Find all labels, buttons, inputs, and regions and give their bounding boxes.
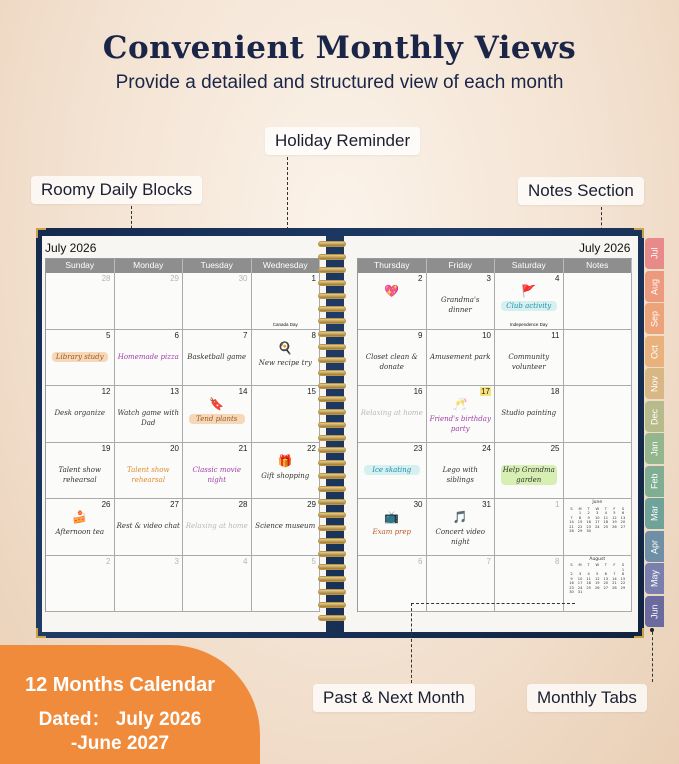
mini-date: 12 — [612, 515, 617, 520]
day-number: 29 — [170, 274, 179, 283]
leader-tabs — [652, 632, 653, 682]
spiral-ring — [318, 564, 346, 570]
day-number: 11 — [551, 330, 560, 340]
month-tab-oct[interactable]: Oct — [645, 336, 664, 367]
spiral-ring — [318, 254, 346, 260]
leader-dot-tabs — [650, 628, 654, 632]
right-day-header: Notes — [564, 259, 633, 273]
mini-date: 26 — [594, 585, 600, 590]
event-note: Club activity — [501, 301, 557, 311]
mini-date: 22 — [577, 524, 583, 529]
day-cell[interactable] — [46, 556, 115, 613]
mini-date: 27 — [620, 524, 626, 529]
day-number: 7 — [486, 556, 491, 566]
day-cell[interactable] — [252, 330, 321, 387]
mini-date: 8 — [578, 515, 582, 520]
mini-date: 13 — [620, 515, 626, 520]
mini-date — [593, 590, 601, 595]
day-number: 28 — [101, 274, 111, 283]
spiral-ring — [318, 357, 346, 363]
event-note: New recipe try — [258, 358, 312, 367]
day-cell[interactable] — [115, 273, 184, 330]
spiral-ring — [318, 370, 346, 376]
mini-date: 1 — [578, 511, 582, 515]
mini-weekday: T — [587, 563, 590, 567]
spiral-ring — [318, 280, 346, 286]
day-cell[interactable] — [183, 273, 252, 330]
day-cell[interactable] — [46, 273, 115, 330]
day-cell[interactable] — [427, 499, 496, 556]
mini-date: 25 — [586, 585, 591, 590]
day-number: 31 — [482, 500, 491, 509]
right-month-title: July 2026 — [579, 241, 631, 255]
mini-weekday: T — [604, 563, 607, 567]
day-cell[interactable] — [564, 499, 633, 556]
mini-date — [585, 590, 593, 595]
event-note: Amusement park — [429, 352, 491, 361]
mini-date: 11 — [586, 576, 591, 581]
right-day-header: Friday — [427, 259, 496, 273]
day-cell[interactable] — [183, 556, 252, 613]
mini-date: 3 — [596, 511, 599, 515]
sticker-icon: 🎵 — [452, 510, 468, 524]
sticker-icon: 🥂 — [452, 397, 468, 411]
mini-date: 30 — [586, 529, 591, 533]
day-cell[interactable] — [252, 386, 321, 443]
day-number: 1 — [555, 500, 560, 509]
mini-weekday: S — [621, 506, 625, 511]
event-note: Ice skating — [364, 465, 420, 475]
subhead: Provide a detailed and structured view of each month — [115, 72, 564, 93]
day-cell[interactable] — [252, 556, 321, 613]
mini-date: 24 — [594, 524, 600, 529]
day-cell[interactable] — [358, 330, 427, 387]
mini-date: 28 — [569, 529, 574, 533]
mini-date: 17 — [577, 581, 583, 585]
day-number: 28 — [238, 500, 248, 509]
mini-date: 24 — [577, 585, 583, 590]
spiral-ring — [318, 576, 346, 582]
mini-date: 9 — [570, 576, 573, 581]
mini-date: 21 — [612, 581, 617, 585]
event-note: Grandma's dinner — [441, 296, 480, 314]
mini-date: 14 — [612, 576, 617, 581]
event-note: Concert video night — [435, 528, 486, 546]
day-cell[interactable] — [427, 386, 496, 443]
mini-date: 31 — [577, 590, 583, 594]
mini-weekday: S — [570, 563, 573, 567]
day-cell[interactable] — [115, 386, 184, 443]
mini-date: 10 — [577, 576, 583, 581]
event-note: Lego with siblings — [442, 465, 478, 484]
month-tab-dec[interactable]: Dec — [645, 401, 664, 432]
event-note: Talent show rehearsal — [126, 465, 170, 484]
leader-past-next — [411, 603, 412, 683]
day-number: 10 — [482, 330, 491, 340]
badge-line-1: 12 Months Calendar — [24, 674, 216, 696]
right-day-header: Thursday — [358, 259, 427, 273]
day-cell[interactable] — [358, 443, 427, 500]
spiral-ring — [318, 602, 346, 608]
mini-date: 19 — [612, 520, 617, 524]
callout-monthly-tabs: Monthly Tabs — [527, 684, 647, 712]
spiral-ring — [318, 293, 346, 299]
day-number: 20 — [170, 443, 179, 453]
month-tab-jul[interactable]: Jul — [645, 238, 664, 269]
day-cell[interactable] — [46, 443, 115, 500]
mini-date: 15 — [577, 520, 583, 524]
spiral-ring — [318, 344, 346, 350]
day-number: 30 — [413, 500, 423, 509]
callout-notes-section: Notes Section — [518, 177, 644, 205]
day-number: 6 — [174, 330, 179, 340]
mini-date: 29 — [620, 585, 626, 590]
mini-weekday: F — [613, 563, 616, 567]
spiral-ring — [318, 551, 346, 557]
mini-weekday: M — [578, 506, 582, 511]
spiral-ring — [318, 318, 346, 324]
day-cell[interactable] — [427, 273, 496, 330]
spiral-ring — [318, 383, 346, 389]
mini-weekday: W — [595, 506, 600, 511]
mini-weekday: T — [604, 506, 607, 511]
event-note: Watch game with Dad — [117, 409, 179, 427]
mini-calendar-august — [568, 558, 628, 595]
spiral-ring — [318, 460, 346, 466]
mini-date — [610, 590, 618, 595]
day-cell[interactable] — [252, 499, 321, 556]
left-day-header: Monday — [115, 259, 184, 273]
mini-date: 17 — [594, 520, 600, 524]
right-day-header: Saturday — [495, 259, 564, 273]
event-note: Friend's birthday party — [429, 415, 491, 433]
spiral-ring — [318, 538, 346, 544]
day-cell[interactable] — [115, 556, 184, 613]
day-number: 24 — [482, 443, 491, 453]
mini-date: 16 — [569, 581, 574, 585]
mini-date: 26 — [612, 524, 617, 529]
event-note: Community volunteer — [508, 352, 550, 371]
spiral-ring — [318, 396, 346, 402]
mini-date: 23 — [586, 524, 591, 529]
spiral-ring — [318, 589, 346, 595]
spiral-ring — [318, 447, 346, 453]
day-number: 2 — [106, 556, 111, 566]
day-cell[interactable] — [358, 499, 427, 556]
day-number: 8 — [311, 330, 316, 340]
sticker-icon: 🔖 — [209, 397, 225, 411]
spiral-ring — [318, 525, 346, 531]
day-cell[interactable] — [495, 330, 564, 387]
day-number: 13 — [170, 387, 179, 396]
day-cell[interactable] — [495, 273, 564, 330]
spiral-ring — [318, 435, 346, 441]
day-number: 23 — [413, 443, 423, 453]
mini-date — [602, 590, 610, 595]
mini-date: 22 — [620, 581, 626, 585]
event-note: Basketball game — [187, 352, 247, 361]
mini-date: 1 — [621, 567, 625, 572]
mini-weekday: F — [613, 506, 616, 511]
spiral-ring — [318, 499, 346, 505]
sticker-icon: 📺 — [384, 510, 400, 524]
day-number: 22 — [307, 443, 316, 453]
mini-date: 29 — [577, 529, 583, 533]
day-number: 5 — [311, 556, 316, 566]
day-number: 17 — [481, 387, 490, 396]
mini-date: 18 — [603, 520, 609, 524]
mini-date: 7 — [570, 515, 573, 520]
day-number: 4 — [555, 274, 560, 283]
day-cell[interactable] — [183, 499, 252, 556]
day-number: 18 — [550, 387, 560, 396]
mini-date — [619, 590, 627, 595]
event-note: Homemade pizza — [117, 352, 179, 361]
callout-past-next-month: Past & Next Month — [313, 684, 475, 712]
event-note: Desk organize — [54, 409, 106, 417]
event-note: Talent show rehearsal — [58, 465, 102, 484]
day-cell[interactable] — [183, 386, 252, 443]
day-number: 9 — [418, 330, 423, 340]
mini-date: 7 — [613, 572, 616, 576]
event-note: Relaxing at home — [360, 409, 423, 417]
mini-date: 4 — [587, 572, 590, 576]
day-cell[interactable] — [427, 330, 496, 387]
mini-date — [602, 529, 610, 534]
day-cell[interactable] — [495, 499, 564, 556]
event-note: Help Grandma garden — [502, 465, 555, 484]
mini-date: 27 — [603, 585, 609, 590]
day-cell[interactable] — [358, 273, 427, 330]
mini-weekday: S — [621, 563, 625, 567]
day-number: 21 — [238, 443, 248, 453]
day-number: 19 — [101, 443, 111, 453]
month-tab-sep[interactable]: Sep — [645, 303, 664, 334]
spiral-ring — [318, 331, 346, 337]
event-note: Tend plants — [189, 414, 245, 424]
mini-date: 28 — [612, 585, 617, 590]
spiral-ring — [318, 306, 346, 312]
spiral-ring — [318, 241, 346, 247]
sticker-icon: 🍳 — [277, 340, 293, 355]
right-calendar-grid — [357, 258, 632, 612]
event-note: Gift shopping — [261, 471, 310, 480]
day-number: 25 — [550, 443, 560, 453]
day-number: 8 — [555, 556, 560, 566]
day-number: 12 — [101, 387, 111, 396]
event-note: Rest & video chat — [116, 522, 180, 530]
event-note: Afternoon tea — [55, 528, 105, 536]
day-number: 26 — [101, 500, 111, 509]
callout-holiday-reminder: Holiday Reminder — [265, 127, 420, 155]
mini-date: 10 — [594, 515, 600, 520]
day-number: 1 — [311, 274, 316, 283]
mini-date — [610, 529, 618, 534]
month-tab-may[interactable]: May — [645, 563, 664, 594]
day-cell[interactable] — [564, 386, 633, 443]
mini-date: 18 — [586, 581, 591, 585]
month-tab-jan[interactable]: Jan — [645, 433, 664, 464]
month-tab-feb[interactable]: Feb — [645, 466, 664, 497]
left-day-header: Wednesday — [252, 259, 321, 273]
mini-date: 20 — [620, 520, 626, 524]
day-cell[interactable] — [183, 330, 252, 387]
mini-date: 5 — [613, 511, 616, 515]
day-number: 5 — [106, 330, 111, 340]
month-tab-nov[interactable]: Nov — [645, 368, 664, 399]
day-number: 3 — [486, 274, 491, 283]
mini-date: 2 — [587, 511, 590, 515]
event-note: Studio painting — [501, 409, 557, 417]
mini-calendar-title: June — [592, 500, 603, 505]
day-cell[interactable] — [564, 330, 633, 387]
mini-date: 4 — [604, 511, 607, 515]
mini-date — [593, 529, 601, 534]
mini-date: 25 — [603, 524, 609, 529]
sticker-icon: 🚩 — [521, 284, 537, 298]
day-cell[interactable] — [564, 273, 633, 330]
day-number: 4 — [243, 556, 248, 566]
day-cell[interactable] — [427, 443, 496, 500]
callout-roomy-daily-blocks: Roomy Daily Blocks — [31, 176, 202, 204]
mini-calendar-title: August — [589, 556, 606, 562]
mini-calendar-june — [568, 501, 628, 534]
mini-date: 3 — [578, 572, 582, 576]
day-cell[interactable] — [46, 499, 115, 556]
mini-date: 19 — [594, 581, 600, 585]
day-cell[interactable] — [183, 443, 252, 500]
badge-line-3: -June 2027 — [70, 733, 170, 754]
mini-date: 5 — [596, 572, 599, 576]
mini-date: 20 — [603, 581, 609, 585]
day-cell[interactable] — [495, 386, 564, 443]
day-cell[interactable] — [46, 386, 115, 443]
left-day-header: Sunday — [46, 259, 115, 273]
day-number: 3 — [174, 556, 179, 566]
mini-date: 23 — [569, 585, 574, 590]
mini-weekday: S — [570, 506, 573, 511]
spiral-ring — [318, 267, 346, 273]
spiral-ring — [318, 615, 346, 621]
mini-date: 14 — [569, 520, 574, 524]
event-note: Science museum — [255, 522, 316, 530]
day-cell[interactable] — [358, 386, 427, 443]
spiral-ring — [318, 422, 346, 428]
mini-weekday: M — [578, 563, 582, 567]
day-cell[interactable] — [495, 443, 564, 500]
event-note: Classic movie night — [192, 465, 242, 484]
mini-date: 12 — [594, 576, 600, 581]
day-cell[interactable] — [115, 499, 184, 556]
event-note: Relaxing at home — [185, 522, 248, 530]
event-note: Closet clean & donate — [365, 352, 418, 371]
mini-date: 6 — [621, 511, 625, 515]
spiral-ring — [318, 512, 346, 518]
mini-date: 6 — [604, 572, 607, 576]
spiral-ring — [318, 486, 346, 492]
spiral-ring — [318, 409, 346, 415]
day-number: 15 — [307, 387, 316, 396]
holiday-label: Canada Day — [272, 321, 298, 327]
month-tab-aug[interactable]: Aug — [645, 271, 664, 302]
day-number: 14 — [238, 387, 248, 396]
mini-date: 15 — [620, 576, 626, 581]
spiral-ring — [318, 473, 346, 479]
left-calendar-grid — [45, 258, 320, 612]
mini-date: 16 — [586, 520, 591, 524]
mini-date: 21 — [569, 524, 574, 529]
day-number: 7 — [243, 330, 248, 340]
mini-date: 13 — [603, 576, 609, 581]
headline: Convenient Monthly Views — [102, 30, 577, 66]
left-month-title: July 2026 — [45, 241, 97, 255]
sticker-icon: 💖 — [384, 284, 400, 298]
sticker-icon: 🎁 — [277, 453, 293, 468]
day-number: 30 — [238, 274, 248, 283]
mini-weekday: T — [587, 506, 590, 511]
month-tab-mar[interactable]: Mar — [645, 498, 664, 529]
leader-past-next-h — [411, 603, 575, 604]
day-cell[interactable] — [252, 443, 321, 500]
day-number: 2 — [418, 274, 423, 283]
sticker-icon: 🍰 — [72, 510, 88, 524]
day-cell[interactable] — [115, 330, 184, 387]
day-number: 16 — [413, 387, 423, 396]
month-tab-jun[interactable]: Jun — [645, 596, 664, 627]
month-tab-apr[interactable]: Apr — [645, 531, 664, 562]
mini-date: 2 — [570, 572, 573, 576]
day-number: 6 — [418, 556, 423, 566]
left-day-header: Tuesday — [183, 259, 252, 273]
day-cell[interactable] — [252, 273, 321, 330]
event-note: Library study — [52, 352, 108, 362]
mini-weekday: W — [595, 563, 600, 567]
day-cell[interactable] — [46, 330, 115, 387]
mini-date — [619, 529, 627, 534]
event-note: Exam prep — [372, 528, 412, 536]
badge-line-2: Dated： July 2026 — [38, 709, 202, 730]
mini-date: 8 — [621, 572, 625, 576]
holiday-label: Independence Day — [509, 321, 548, 327]
mini-date: 30 — [569, 590, 574, 594]
day-number: 27 — [170, 500, 179, 509]
mini-date: 11 — [603, 515, 609, 520]
day-cell[interactable] — [115, 443, 184, 500]
day-cell[interactable] — [564, 443, 633, 500]
mini-date: 9 — [587, 515, 590, 520]
day-number: 29 — [307, 500, 316, 509]
